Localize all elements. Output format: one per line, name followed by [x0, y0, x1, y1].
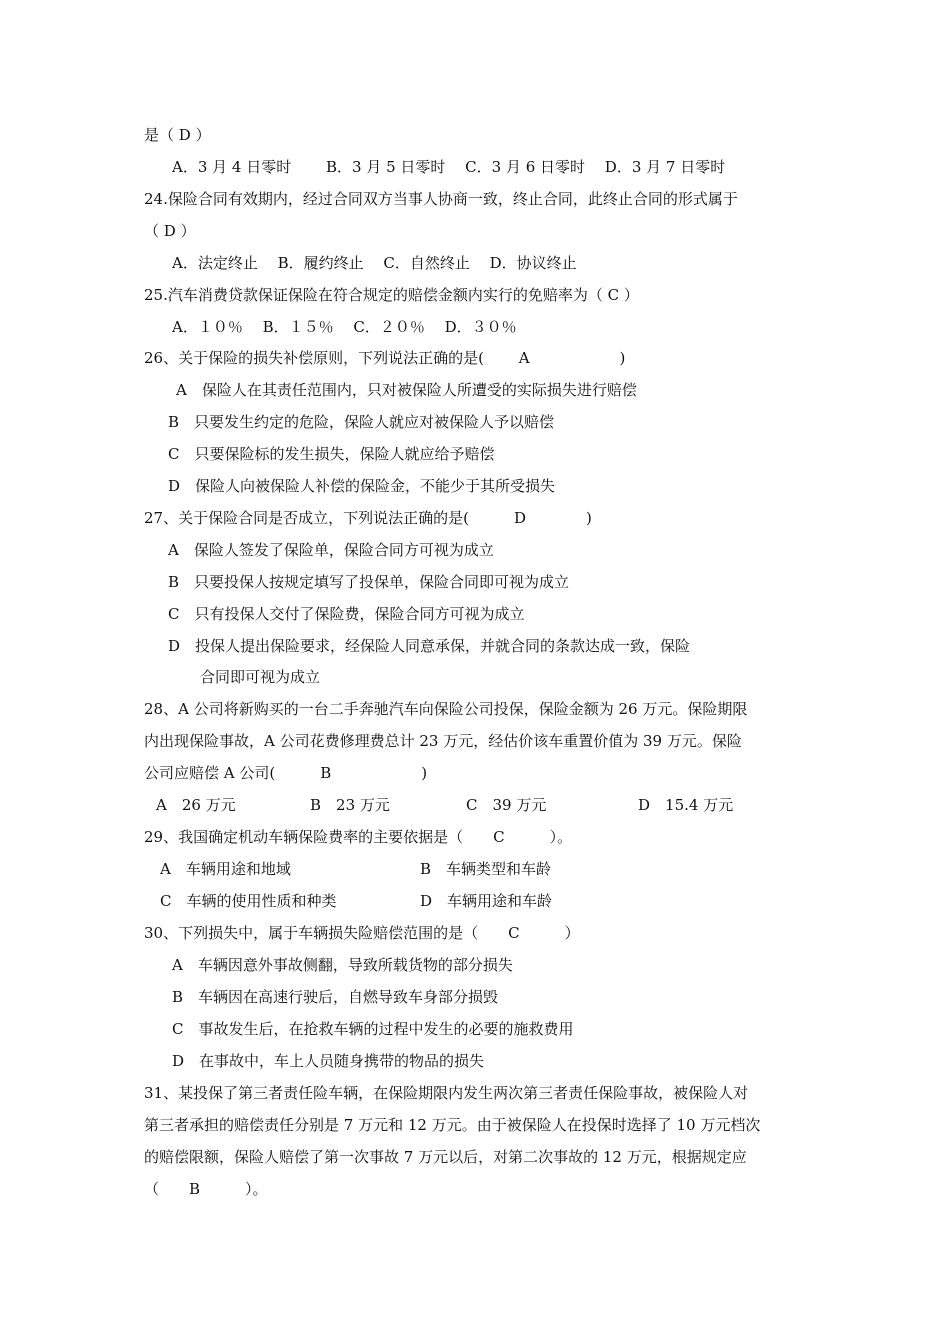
question-27: 27、关于保险合同是否成立，下列说法正确的是( D ): [144, 509, 592, 527]
q29-option-a: A 车辆用途和地域: [160, 860, 291, 878]
option-line: D 投保人提出保险要求，经保险人同意承保，并就合同的条款达成一致，保险: [168, 637, 691, 655]
text-line: 的赔偿限额，保险人赔偿了第一次事故 7 万元以后，对第二次事故的 12 万元，根据规定应: [144, 1148, 747, 1166]
text-line: A．3 月 4 日零时 B．3 月 5 日零时 C．3 月 6 日零时 D．3 月 7 日零时: [172, 158, 726, 176]
q29-option-d: D 车辆用途和车龄: [420, 892, 553, 910]
option-line: A 保险人签发了保险单，保险合同方可视为成立: [168, 541, 494, 559]
text-line: 是（ D ）: [144, 126, 211, 144]
q28-option-d: D 15.4 万元: [638, 796, 734, 814]
option-line: C 只要保险标的发生损失，保险人就应给予赔偿: [168, 445, 495, 463]
option-line: C 只有投保人交付了保险费，保险合同方可视为成立: [168, 605, 525, 623]
question-30: 30、下列损失中，属于车辆损失险赔偿范围的是（ C ）: [144, 924, 580, 942]
text-line: A．１０％ B．１５％ C．２０％ D．３０％: [172, 318, 517, 336]
option-line: A 保险人在其责任范围内，只对被保险人所遭受的实际损失进行赔偿: [176, 381, 637, 399]
option-line: B 只要投保人按规定填写了投保单，保险合同即可视为成立: [168, 573, 570, 591]
option-line: B 只要发生约定的危险，保险人就应对被保险人予以赔偿: [168, 413, 555, 431]
q28-option-b: B 23 万元: [310, 796, 390, 814]
question-28: 28、A 公司将新购买的一台二手奔驰汽车向保险公司投保，保险金额为 26 万元。保险期限: [144, 700, 748, 718]
option-line: D 保险人向被保险人补偿的保险金，不能少于其所受损失: [168, 477, 556, 495]
text-line: 第三者承担的赔偿责任分别是 7 万元和 12 万元。由于被保险人在投保时选择了 10 万元档次: [144, 1116, 761, 1134]
question-26: 26、关于保险的损失补偿原则，下列说法正确的是( A ): [144, 349, 626, 367]
q28-option-c: C 39 万元: [466, 796, 547, 814]
option-line: C 事故发生后，在抢救车辆的过程中发生的必要的施救费用: [172, 1020, 574, 1038]
q28-option-a: A 26 万元: [156, 796, 236, 814]
question-31: 31、某投保了第三者责任险车辆，在保险期限内发生两次第三者责任保险事故，被保险人对: [144, 1084, 749, 1102]
text-line: A．法定终止 B．履约终止 C．自然终止 D．协议终止: [172, 254, 577, 272]
q29-option-b: B 车辆类型和车龄: [420, 860, 552, 878]
question-24: 24.保险合同有效期内，经过合同双方当事人协商一致，终止合同，此终止合同的形式属于: [144, 190, 738, 208]
question-25: 25.汽车消费贷款保证保险在符合规定的赔偿金额内实行的免赔率为（ C ）: [144, 286, 639, 304]
text-line: （ D ）: [144, 222, 196, 240]
text-line: 公司应赔偿 A 公司( B ): [144, 764, 428, 782]
q29-option-c: C 车辆的使用性质和种类: [160, 892, 337, 910]
option-line: B 车辆因在高速行驶后，自燃导致车身部分损毁: [172, 988, 499, 1006]
question-29: 29、我国确定机动车辆保险费率的主要依据是（ C ）。: [144, 828, 573, 846]
text-line: 合同即可视为成立: [200, 668, 321, 686]
text-line: 内出现保险事故，A 公司花费修理费总计 23 万元，经估价该车重置价值为 39 万元。保险: [144, 732, 742, 750]
text-line: （ B ）。: [144, 1180, 268, 1198]
option-line: A 车辆因意外事故侧翻，导致所载货物的部分损失: [172, 956, 513, 974]
option-line: D 在事故中，车上人员随身携带的物品的损失: [172, 1052, 485, 1070]
